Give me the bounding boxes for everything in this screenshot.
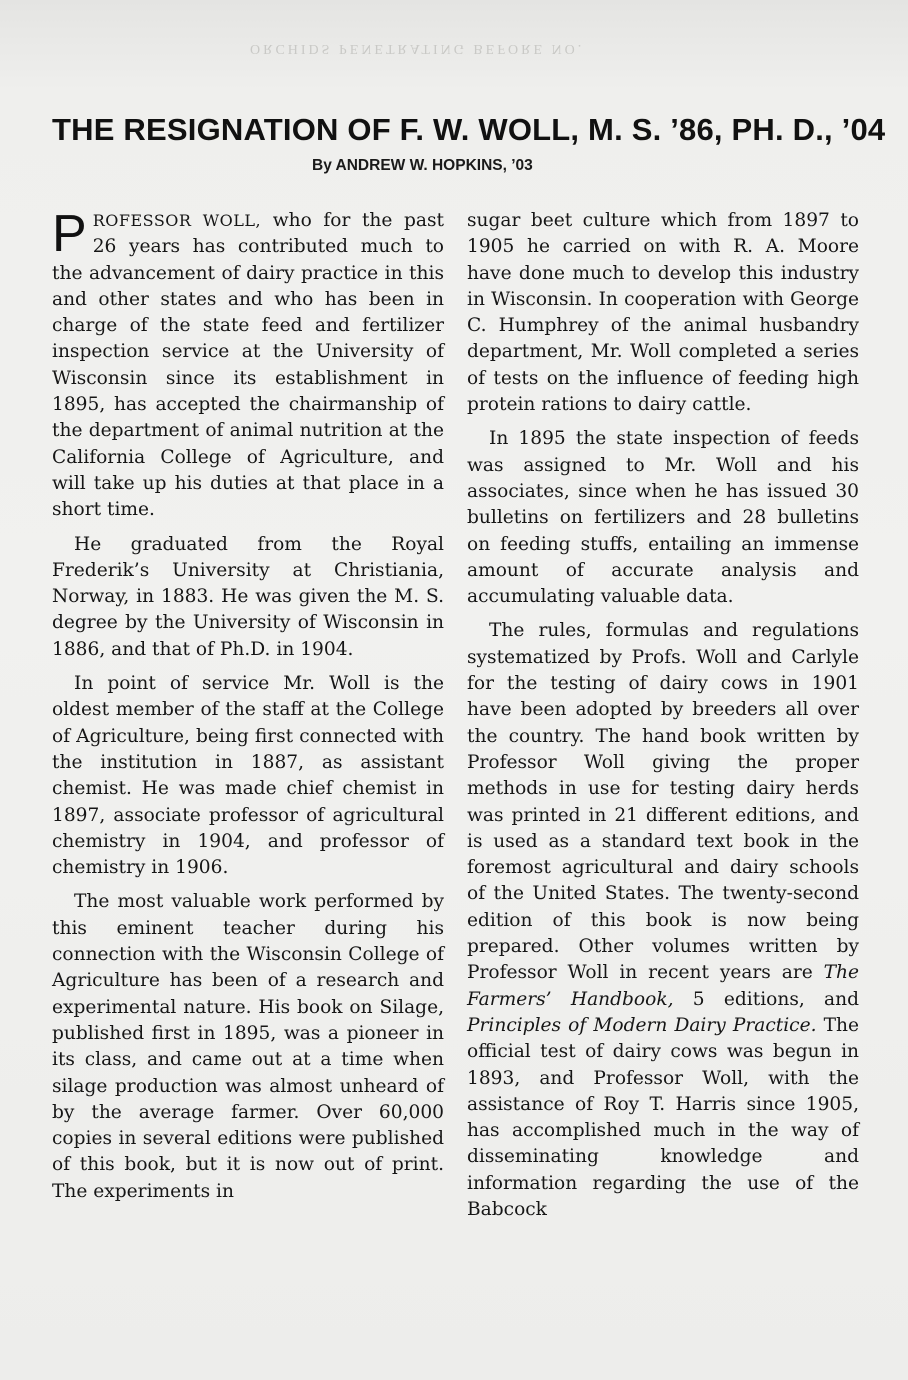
paragraph-text: 5 editions, and <box>673 988 860 1010</box>
show-through-text: ORCHIDS PENETRATING BEFORE NO. <box>250 41 585 56</box>
paragraph: The most valuable work performed by this eminent teacher during his connection with the Wisconsin College of Agriculture has been of a research and experimental nature. His book on Silage, published first in 1895, was a pioneer in its class, and came out at a time when silage production was almost unheard of by the average farmer. Over 60,000 copies in several editions were published of this book, but it is now out of print. The experiments in <box>52 891 444 1202</box>
paragraph-text: who for the past 26 years has contributed much to the advancement of dairy practice in this and other states and who has been in charge of the state feed and fertilizer inspection service at the University of Wisconsin since its establishment in 1895, has accepted the chairmanship of the department of animal nutrition at the California College of Agriculture, and will take up his duties at that place in a short time. <box>52 210 444 521</box>
paragraph-text: The rules, formulas and regulations systematized by Profs. Woll and Carlyle for the testing of dairy cows in 1901 have been adopted by breeders all over the country. The hand book written by Professor Woll giving the proper methods in use for testing dairy herds was printed in 21 different editions, and is used as a standard text book in the foremost agricultural and dairy schools of the United States. The twenty-second edition of this book is now being prepared. Other volumes written by Professor Woll in recent years are <box>467 620 859 984</box>
right-column <box>467 208 859 1231</box>
book-title: Principles of Modern Dairy Practice. <box>467 1014 817 1036</box>
byline: By ANDREW W. HOPKINS, ’03 <box>312 157 533 174</box>
article-title: THE RESIGNATION OF F. W. WOLL, M. S. ’86, PH. D., ’04 <box>52 112 886 147</box>
book-title: The Farmers’ Handbook, <box>467 962 859 1010</box>
paragraph: sugar beet culture which from 1897 to 1905 he carried on with R. A. Moore have done much to develop this industry in Wisconsin. In cooperation with George C. Humphrey of the animal husbandry department, Mr. Woll completed a series of tests on the influence of feeding high protein rations to dairy cattle. <box>467 210 859 416</box>
drop-cap: P <box>52 205 87 263</box>
paragraph: In 1895 the state inspection of feeds was assigned to Mr. Woll and his associates, since when he has issued 30 bulletins on fertilizers and 28 bulletins on feeding stuffs, entailing an immense amount of accurate analysis and accumulating valuable data. <box>467 428 859 608</box>
paragraph-text: The official test of dairy cows was begun in 1893, and Professor Woll, with the assistance of Roy T. Harris since 1905, has accomplished much in the way of disseminating knowledge and information regarding the use of the Babcock <box>467 1014 859 1220</box>
paragraph: He graduated from the Royal Frederik’s University at Christiania, Norway, in 1883. He was given the M. S. degree by the University of Wisconsin in 1886, and that of Ph.D. in 1904. <box>52 533 444 660</box>
paragraph: In point of service Mr. Woll is the oldest member of the staff at the College of Agriculture, being first connected with the institution in 1887, as assistant chemist. He was made chief chemist in 1897, associate professor of agricultural chemistry in 1904, and professor of chemistry in 1906. <box>52 673 444 879</box>
left-column <box>52 205 444 1213</box>
paragraph <box>52 205 444 524</box>
paragraph <box>467 618 859 1223</box>
lead-in: ROFESSOR WOLL, <box>92 211 262 230</box>
